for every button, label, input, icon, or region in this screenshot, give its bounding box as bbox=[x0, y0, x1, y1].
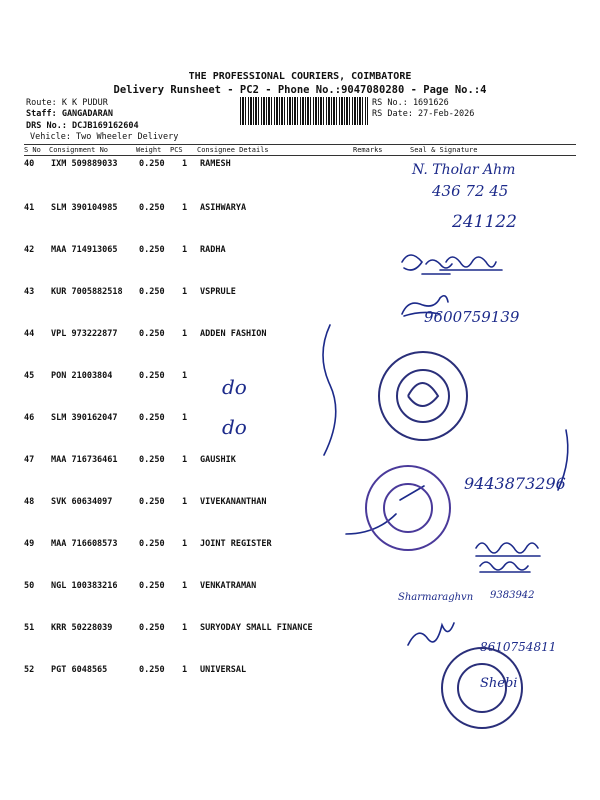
consignee-name: GAUSHIK bbox=[200, 455, 236, 465]
pieces-count: 1 bbox=[182, 665, 188, 675]
pieces-count: 1 bbox=[182, 455, 188, 465]
weight-value: 0.250 bbox=[139, 329, 165, 339]
consignee-name: SURYODAY SMALL FINANCE bbox=[200, 623, 313, 633]
arrow-stroke bbox=[346, 514, 396, 534]
pieces-count: 1 bbox=[182, 413, 188, 423]
consignee-name: ASIHWARYA bbox=[200, 203, 247, 213]
consignee-name: VIVEKANANTHAN bbox=[200, 497, 267, 507]
weight-value: 0.250 bbox=[139, 497, 165, 507]
serial-number: 51 bbox=[24, 623, 35, 633]
consignment-number: IXM 509889033 bbox=[51, 159, 118, 169]
consignment-number: MAA 716736461 bbox=[51, 455, 118, 465]
consignment-number: MAA 716608573 bbox=[51, 539, 118, 549]
consignee-name: RADHA bbox=[200, 245, 226, 255]
stamp-deputy-registrar bbox=[366, 466, 450, 550]
pieces-count: 1 bbox=[182, 159, 188, 169]
consignment-number: PON 21003804 bbox=[51, 371, 113, 381]
serial-number: 40 bbox=[24, 159, 35, 169]
weight-value: 0.250 bbox=[139, 623, 165, 633]
consignment-number: SLM 390104985 bbox=[51, 203, 118, 213]
stamp-adden-fashion bbox=[379, 352, 467, 440]
handwritten-phone: 9443873296 bbox=[464, 474, 566, 493]
serial-number: 52 bbox=[24, 665, 35, 675]
vehicle-label: Vehicle: Two Wheeler Delivery bbox=[30, 132, 179, 142]
handwritten-number: 436 72 45 bbox=[432, 182, 509, 200]
handwritten-number: 241122 bbox=[452, 212, 517, 232]
serial-number: 47 bbox=[24, 455, 35, 465]
consignment-number: NGL 100383216 bbox=[51, 581, 118, 591]
consignee-name: UNIVERSAL bbox=[200, 665, 247, 675]
column-header-seal: Seal & Signature bbox=[410, 146, 478, 154]
runsheet-title: THE PROFESSIONAL COURIERS, COIMBATORE bbox=[188, 71, 412, 82]
handwritten-ditto: do bbox=[222, 415, 247, 439]
handwritten-phone: 8610754811 bbox=[480, 640, 557, 654]
pieces-count: 1 bbox=[182, 581, 188, 591]
consignment-number: KRR 50228039 bbox=[51, 623, 113, 633]
serial-number: 43 bbox=[24, 287, 35, 297]
weight-value: 0.250 bbox=[139, 413, 165, 423]
weight-value: 0.250 bbox=[139, 287, 165, 297]
consignee-name: VSPRULE bbox=[200, 287, 236, 297]
handwritten-phone: 9600759139 bbox=[424, 308, 520, 326]
column-header-weight: Weight bbox=[136, 146, 162, 154]
column-header-sno: S No bbox=[24, 146, 41, 154]
serial-number: 46 bbox=[24, 413, 35, 423]
weight-value: 0.250 bbox=[139, 539, 165, 549]
serial-number: 50 bbox=[24, 581, 35, 591]
pieces-count: 1 bbox=[182, 203, 188, 213]
tamil-signature bbox=[402, 255, 452, 274]
pieces-count: 1 bbox=[182, 371, 188, 381]
route-label: Route: K K PUDUR bbox=[26, 98, 108, 108]
scribble-signature bbox=[408, 623, 454, 645]
handwritten-number: 9383942 bbox=[490, 590, 535, 601]
consignee-name: ADDEN FASHION bbox=[200, 329, 267, 339]
stamp-universal-scientific bbox=[442, 648, 522, 728]
consignment-number: VPL 973222877 bbox=[51, 329, 118, 339]
weight-value: 0.250 bbox=[139, 203, 165, 213]
handwritten-signature: Shebi bbox=[480, 676, 518, 691]
rs-number: RS No.: 1691626 bbox=[372, 98, 449, 108]
rs-date: RS Date: 27-Feb-2026 bbox=[372, 109, 475, 119]
column-header-consignment: Consignment No bbox=[49, 146, 109, 154]
weight-value: 0.250 bbox=[139, 245, 165, 255]
tamil-signature bbox=[440, 257, 502, 270]
consignment-number: PGT 6048565 bbox=[51, 665, 108, 675]
weight-value: 0.250 bbox=[139, 665, 165, 675]
weight-value: 0.250 bbox=[139, 581, 165, 591]
consignee-name: VENKATRAMAN bbox=[200, 581, 257, 591]
pieces-count: 1 bbox=[182, 497, 188, 507]
consignment-number: MAA 714913065 bbox=[51, 245, 118, 255]
weight-value: 0.250 bbox=[139, 455, 165, 465]
pieces-count: 1 bbox=[182, 623, 188, 633]
staff-label: Staff: GANGADARAN bbox=[26, 109, 113, 119]
weight-value: 0.250 bbox=[139, 371, 165, 381]
bracket-mark bbox=[323, 325, 336, 455]
handwritten-signature: Sharmaraghvn bbox=[398, 592, 474, 603]
serial-number: 48 bbox=[24, 497, 35, 507]
serial-number: 49 bbox=[24, 539, 35, 549]
serial-number: 42 bbox=[24, 245, 35, 255]
column-header-pcs: PCS bbox=[170, 146, 183, 154]
bracket-mark bbox=[558, 430, 568, 490]
scribble-signature bbox=[402, 296, 448, 316]
drs-number: DRS No.: DCJB169162604 bbox=[26, 121, 139, 131]
consignment-number: SLM 390162047 bbox=[51, 413, 118, 423]
consignee-name: JOINT REGISTER bbox=[200, 539, 272, 549]
serial-number: 44 bbox=[24, 329, 35, 339]
column-header-remarks: Remarks bbox=[353, 146, 383, 154]
runsheet-subtitle: Delivery Runsheet - PC2 - Phone No.:9047080280 - Page No.:4 bbox=[113, 84, 487, 96]
pieces-count: 1 bbox=[182, 287, 188, 297]
consignment-number: KUR 7005882518 bbox=[51, 287, 123, 297]
consignee-name: RAMESH bbox=[200, 159, 231, 169]
tamil-signature bbox=[480, 562, 530, 572]
handwritten-ditto: do bbox=[222, 375, 247, 399]
pieces-count: 1 bbox=[182, 329, 188, 339]
pieces-count: 1 bbox=[182, 539, 188, 549]
tamil-signature bbox=[476, 543, 540, 556]
consignment-number: SVK 60634097 bbox=[51, 497, 113, 507]
column-header-consignee: Consignee Details bbox=[197, 146, 269, 154]
pieces-count: 1 bbox=[182, 245, 188, 255]
serial-number: 41 bbox=[24, 203, 35, 213]
weight-value: 0.250 bbox=[139, 159, 165, 169]
handwritten-signature: N. Tholar Ahm bbox=[412, 162, 516, 178]
serial-number: 45 bbox=[24, 371, 35, 381]
